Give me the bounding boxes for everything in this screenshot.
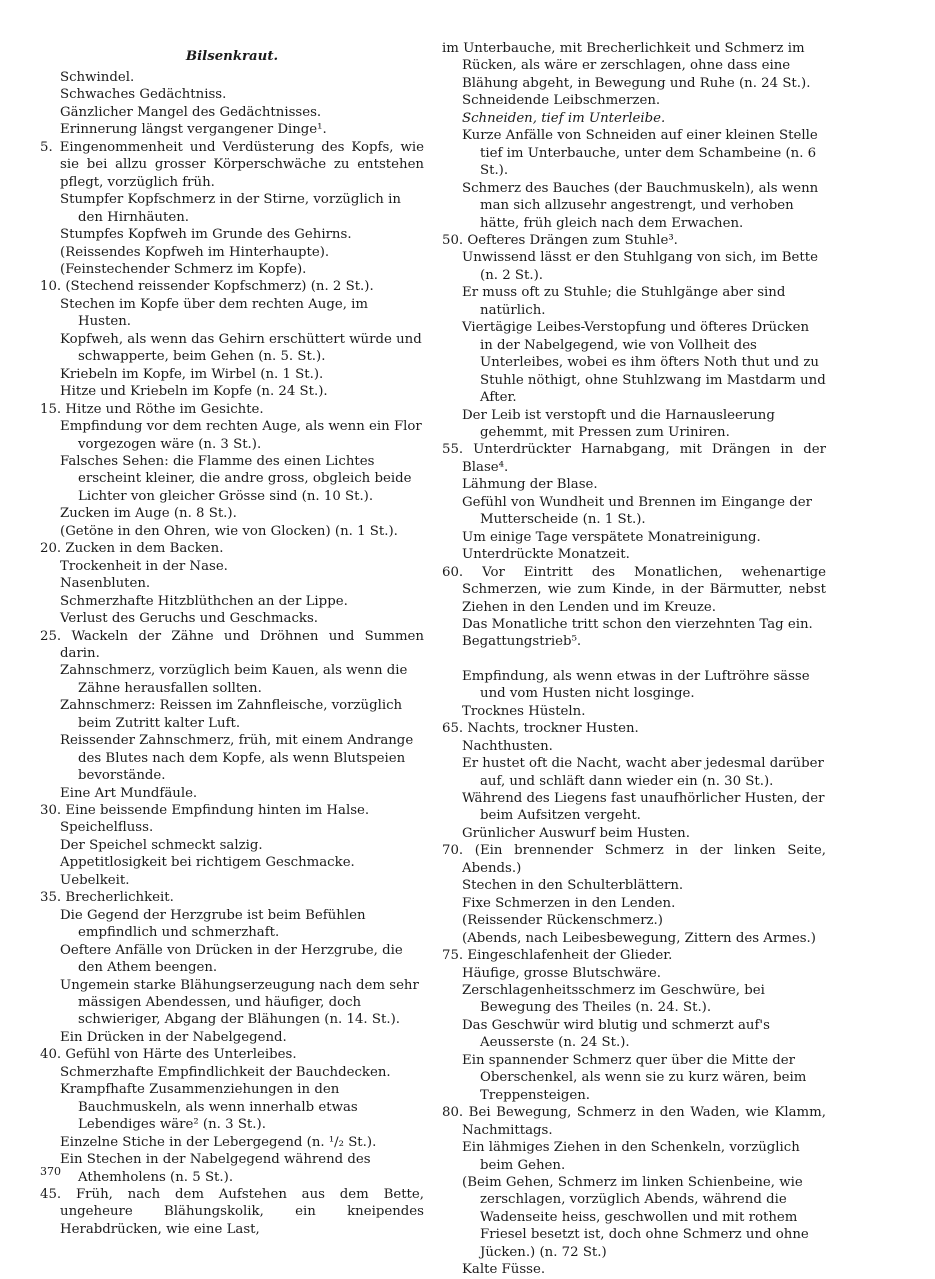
symptom-entry: Zucken im Auge (n. 8 St.). <box>60 506 237 522</box>
symptom-entry: Hitze und Kriebeln im Kopfe (n. 24 St.). <box>60 384 328 400</box>
right-column <box>442 40 826 1279</box>
symptom-entry: (Reissendes Kopfweh im Hinterhaupte). <box>60 244 330 260</box>
symptom-entry: Zahnschmerz: Reissen im Zahnfleische, vorzüglich beim Zutritt kalter Luft. <box>60 698 403 731</box>
symptom-entry: Ein spannender Schmerz quer über die Mitte der Oberschenkel, als wenn sie zu kurz wären, beim Treppensteigen. <box>462 1052 807 1103</box>
symptom-entry: Das Monatliche tritt schon den vierzehnten Tag ein. <box>462 616 813 632</box>
symptom-entry: (Abends, nach Leibesbewegung, Zittern des Armes.) <box>462 930 816 946</box>
symptom-entry: im Unterbauche, mit Brecherlichkeit und Schmerz im Rücken, als wäre er zerschlagen, ohne dass eine Blähung abgeht, in Bewegung und Ruhe (n. 24 St.). <box>442 41 811 91</box>
symptom-entry: Krampfhafte Zusammenziehungen in den Bauchmuskeln, als wenn innerhalb etwas Lebendiges wäre² (n. 3 St.). <box>60 1082 358 1133</box>
symptom-entry: Trocknes Hüsteln. <box>462 703 586 719</box>
symptom-entry: Schmerz des Bauches (der Bauchmuskeln), als wenn man sich allzusehr angestrengt, und verhoben hätte, früh gleich nach dem Erwachen. <box>462 180 819 231</box>
symptom-entry: Empfindung vor dem rechten Auge, als wenn ein Flor vorgezogen wäre (n. 3 St.). <box>60 419 422 452</box>
symptom-entry: Die Gegend der Herzgrube ist beim Befühlen empfindlich und schmerzhaft. <box>60 907 366 941</box>
symptom-entry: Schmerzhafte Empfindlichkeit der Bauchdecken. <box>60 1064 391 1080</box>
symptom-entry: Begattungstrieb⁵. <box>462 634 582 650</box>
left-column <box>40 40 424 1238</box>
page-title: Bilsenkraut. <box>185 49 279 64</box>
numbered-symptom: 65. Nachts, trockner Husten. <box>442 721 639 737</box>
symptom-entry: (Feinstechender Schmerz im Kopfe). <box>60 261 307 277</box>
numbered-symptom: 20. Zucken in dem Backen. <box>40 541 224 557</box>
symptom-entry: Kurze Anfälle von Schneiden auf einer kleinen Stelle tief im Unterbauche, unter dem Schambeine (n. 6 St.). <box>462 128 818 179</box>
symptom-entry: Trockenheit in der Nase. <box>60 558 228 574</box>
symptom-entry: Speichelfluss. <box>60 820 154 836</box>
symptom-entry: Schmerzhafte Hitzblüthchen an der Lippe. <box>60 593 348 609</box>
symptom-entry: Kalte Füsse. <box>462 1262 546 1278</box>
numbered-symptom: 15. Hitze und Röthe im Gesichte. <box>40 401 264 417</box>
section-gap <box>442 651 826 668</box>
symptom-entry: Unterdrückte Monatzeit. <box>462 547 630 563</box>
symptom-entry: Der Speichel schmeckt salzig. <box>60 837 263 853</box>
symptom-entry: (Reissender Rückenschmerz.) <box>462 913 663 929</box>
symptom-entry: Stumpfer Kopfschmerz in der Stirne, vorzüglich in den Hirnhäuten. <box>60 192 401 225</box>
numbered-symptom: 35. Brecherlichkeit. <box>40 890 174 906</box>
symptom-entry: Empfindung, als wenn etwas in der Luftröhre sässe und vom Husten nicht losginge. <box>462 668 810 702</box>
numbered-symptom: 70. (Ein brennender Schmerz in der linken Seite, Abends.) <box>442 843 826 876</box>
symptom-entry: Kopfweh, als wenn das Gehirn erschüttert würde und schwapperte, beim Gehen (n. 5. St.). <box>60 331 422 365</box>
symptom-entry: Appetitlosigkeit bei richtigem Geschmacke. <box>60 855 355 871</box>
symptom-entry: (Getöne in den Ohren, wie von Glocken) (n. 1 St.). <box>60 523 398 539</box>
symptom-entry: Gefühl von Wundheit und Brennen im Eingange der Mutterscheide (n. 1 St.). <box>462 494 812 528</box>
right-entries <box>442 40 826 1279</box>
numbered-symptom: 25. Wackeln der Zähne und Dröhnen und Summen darin. <box>40 628 424 661</box>
symptom-entry: Schneidende Leibschmerzen. <box>462 93 661 109</box>
symptom-entry: Stechen im Kopfe über dem rechten Auge, im Husten. <box>60 296 369 330</box>
symptom-entry: Einzelne Stiche in der Lebergegend (n. ¹/₂ St.). <box>60 1134 377 1150</box>
symptom-entry: Schneiden, tief im Unterleibe. <box>462 110 666 126</box>
symptom-entry: Erinnerung längst vergangener Dinge¹. <box>60 122 327 138</box>
numbered-symptom: 55. Unterdrückter Harnabgang, mit Drängen in der Blase⁴. <box>442 442 826 475</box>
symptom-entry: Viertägige Leibes-Verstopfung und öfteres Drücken in der Nabelgegend, wie von Vollheit des Unterleibes, wobei es ihm öfters Noth thut und zu Stuhle nöthigt, ohne Stuhlzwang im Mastdarm und After. <box>462 320 826 406</box>
symptom-entry: Fixe Schmerzen in den Lenden. <box>462 895 676 911</box>
symptom-entry: Lähmung der Blase. <box>462 477 598 493</box>
symptom-entry: Nasenbluten. <box>60 576 151 592</box>
symptom-entry: Zerschlagenheitsschmerz im Geschwüre, bei Bewegung des Theiles (n. 24. St.). <box>462 983 765 1016</box>
symptom-entry: Falsches Sehen: die Flamme des einen Lichtes erscheint kleiner, die andre gross, obgleich beide Lichter von gleicher Grösse sind (n. 10 St.). <box>60 453 412 504</box>
numbered-symptom: 10. (Stechend reissender Kopfschmerz) (n. 2 St.). <box>40 279 374 295</box>
symptom-entry: Uebelkeit. <box>60 872 130 888</box>
numbered-symptom: 60. Vor Eintritt des Monatlichen, wehenartige Schmerzen, wie zum Kinde, in der Bärmutter, nebst Ziehen in den Lenden und im Kreuze. <box>442 564 826 615</box>
numbered-symptom: 80. Bei Bewegung, Schmerz in den Waden, wie Klamm, Nachmittags. <box>442 1105 826 1138</box>
symptom-entry: Verlust des Geruchs und Geschmacks. <box>60 611 319 627</box>
symptom-entry: Stumpfes Kopfweh im Grunde des Gehirns. <box>60 227 352 243</box>
symptom-entry: Um einige Tage verspätete Monatreinigung. <box>462 529 761 545</box>
page-number: 370 <box>40 1165 61 1178</box>
symptom-entry: Während des Liegens fast unaufhörlicher Husten, der beim Aufsitzen vergeht. <box>462 791 825 824</box>
symptom-entry: Gänzlicher Mangel des Gedächtnisses. <box>60 104 322 120</box>
symptom-entry: Unwissend lässt er den Stuhlgang von sich, im Bette (n. 2 St.). <box>462 250 818 283</box>
symptom-entry: Ein Stechen in der Nabelgegend während des Athemholens (n. 5 St.). <box>60 1152 371 1185</box>
symptom-entry: Stechen in den Schulterblättern. <box>462 878 684 894</box>
symptom-entry: Nachthusten. <box>462 738 553 754</box>
numbered-symptom: 30. Eine beissende Empfindung hinten im Halse. <box>40 803 370 819</box>
symptom-entry: Grünlicher Auswurf beim Husten. <box>462 825 690 841</box>
symptom-entry: Eine Art Mundfäule. <box>60 785 198 801</box>
symptom-entry: Zahnschmerz, vorzüglich beim Kauen, als wenn die Zähne herausfallen sollten. <box>60 663 408 696</box>
numbered-symptom: 5. Eingenommenheit und Verdüsterung des Kopfs, wie sie bei allzu grosser Körperschwäche zu entstehen pflegt, vorzüglich früh. <box>40 139 424 190</box>
numbered-symptom: 50. Oefteres Drängen zum Stuhle³. <box>442 232 678 248</box>
symptom-entry: Ein Drücken in der Nabelgegend. <box>60 1029 287 1045</box>
symptom-entry: Häufige, grosse Blutschwäre. <box>462 965 661 981</box>
left-entries <box>40 69 424 1238</box>
symptom-entry: Oeftere Anfälle von Drücken in der Herzgrube, die den Athem beengen. <box>60 942 403 976</box>
symptom-entry: Das Geschwür wird blutig und schmerzt auf's Aeusserste (n. 24 St.). <box>462 1017 770 1051</box>
numbered-symptom: 45. Früh, nach dem Aufstehen aus dem Bette, ungeheure Blähungskolik, ein kneipendes Herabdrücken, wie eine Last, <box>40 1187 424 1237</box>
symptom-entry: Er hustet oft die Nacht, wacht aber jedesmal darüber auf, und schläft dann wieder ein (n. 30 St.). <box>462 756 824 789</box>
symptom-entry: Er muss oft zu Stuhle; die Stuhlgänge aber sind natürlich. <box>462 285 786 318</box>
numbered-symptom: 40. Gefühl von Härte des Unterleibes. <box>40 1047 297 1063</box>
symptom-entry: Ein lähmiges Ziehen in den Schenkeln, vorzüglich beim Gehen. <box>462 1140 800 1173</box>
symptom-entry: Kriebeln im Kopfe, im Wirbel (n. 1 St.). <box>60 366 324 382</box>
symptom-entry: Schwindel. <box>60 70 135 85</box>
symptom-entry: Schwaches Gedächtniss. <box>60 87 227 103</box>
symptom-entry: Reissender Zahnschmerz, früh, mit einem Andrange des Blutes nach dem Kopfe, als wenn Blutspeien bevorstände. <box>60 733 414 784</box>
symptom-entry: (Beim Gehen, Schmerz im linken Schienbeine, wie zerschlagen, vorzüglich Abends, während die Wadenseite heiss, geschwollen und mit rothem Friesel besetzt ist, doch ohne Schmerz und ohne Jücken.) (n. 72 St.) <box>462 1175 809 1260</box>
symptom-entry: Ungemein starke Blähungserzeugung nach dem sehr mässigen Abendessen, und häufiger, doch schwieriger, Abgang der Blähungen (n. 14. St.). <box>60 977 419 1028</box>
numbered-symptom: 75. Eingeschlafenheit der Glieder. <box>442 948 673 964</box>
symptom-entry: Der Leib ist verstopft und die Harnausleerung gehemmt, mit Pressen zum Uriniren. <box>462 407 775 440</box>
